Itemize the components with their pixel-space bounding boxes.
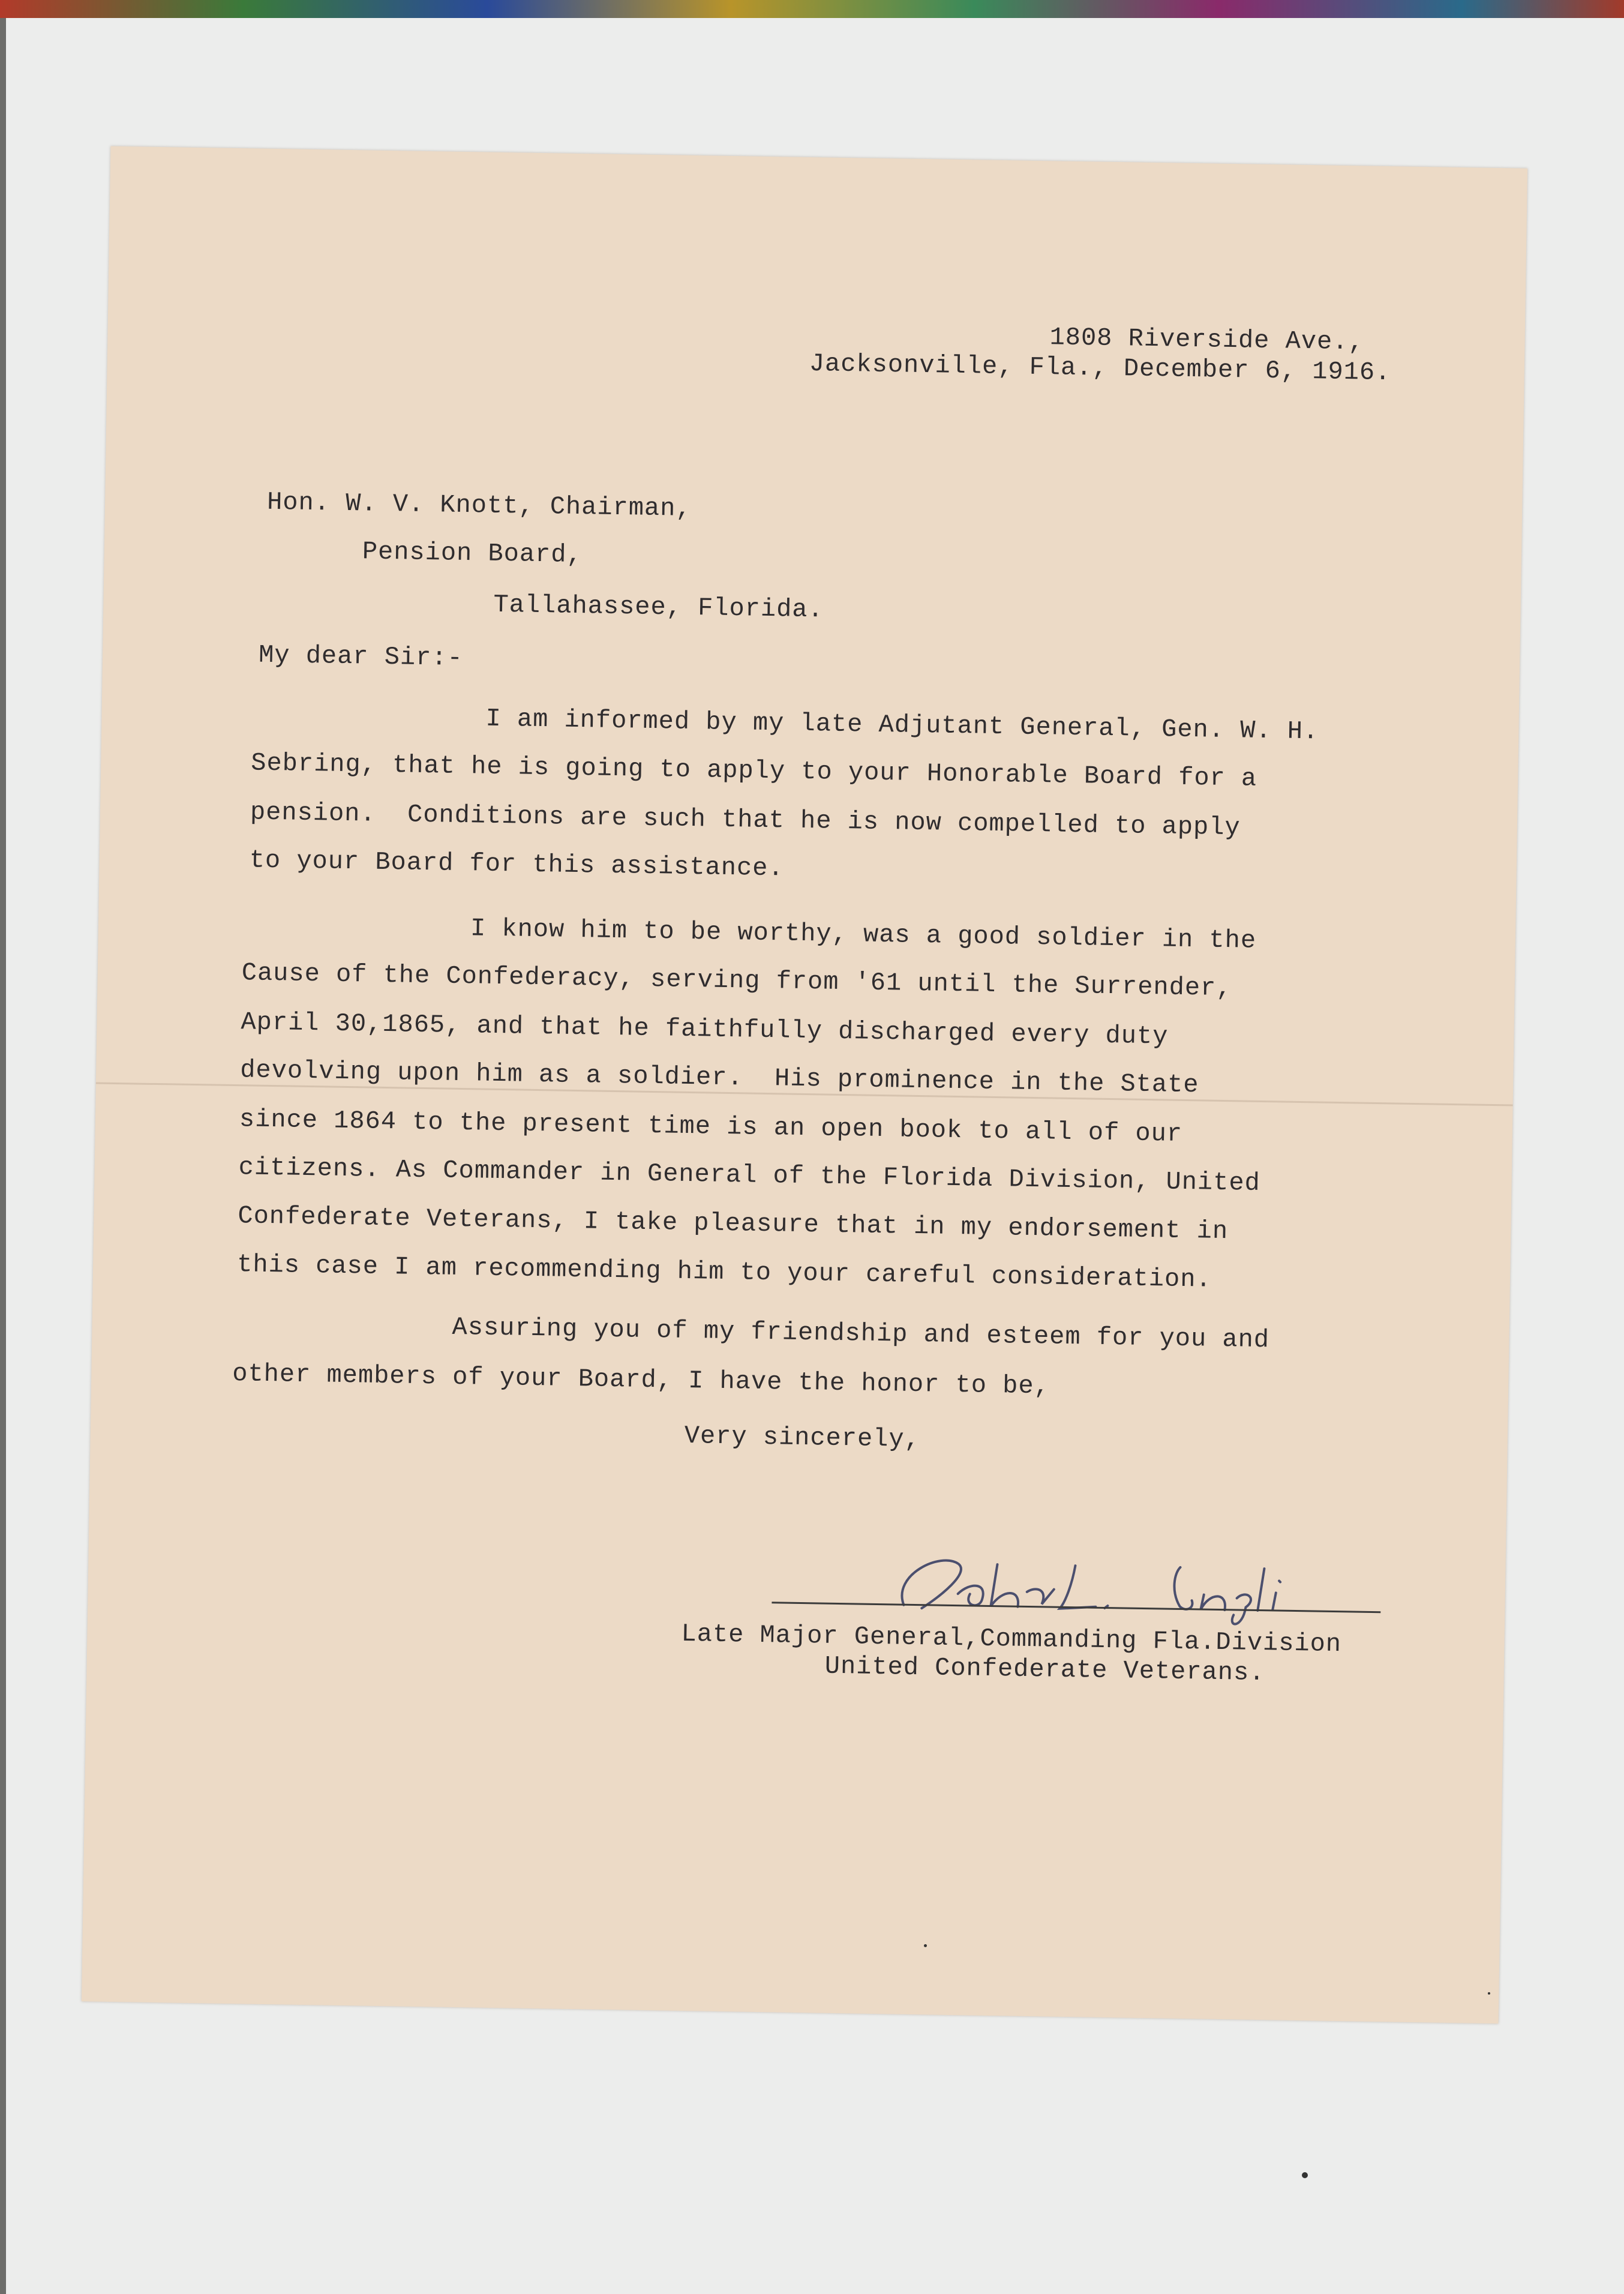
dust-speck [1488, 1992, 1490, 1995]
letter-paper [82, 146, 1527, 2024]
body-line-9: since 1864 to the present time is an open book to all of our [239, 1105, 1183, 1149]
body-line-11: Confederate Veterans, I take pleasure that in my endorsement in [238, 1201, 1229, 1246]
signer-organization: United Confederate Veterans. [824, 1651, 1265, 1688]
scan-color-strip [0, 0, 1624, 18]
body-line-8: devolving upon him as a soldier. His prominence in the State [239, 1055, 1199, 1100]
sender-address-street: 1808 Riverside Ave., [1049, 323, 1365, 357]
salutation: My dear Sir:- [258, 640, 464, 673]
dust-speck [1302, 2172, 1308, 2178]
body-line-12: this case I am recommending him to your careful consideration. [236, 1250, 1212, 1294]
body-line-10: citizens. As Commander in General of the Florida Division, United [238, 1153, 1261, 1198]
recipient-board: Pension Board, [362, 537, 583, 570]
recipient-name: Hon. W. V. Knott, Chairman, [266, 487, 692, 523]
body-line-1: I am informed by my late Adjutant General, Gen. W. H. [485, 704, 1319, 746]
body-line-2: Sebring, that he is going to apply to your Honorable Board for a [250, 748, 1257, 793]
body-line-4: to your Board for this assistance. [249, 845, 784, 883]
body-line-7: April 30,1865, and that he faithfully discharged every duty [241, 1007, 1169, 1051]
sender-address-date: Jacksonville, Fla., December 6, 1916. [809, 349, 1391, 388]
body-line-3: pension. Conditions are such that he is now compelled to apply [250, 797, 1241, 842]
body-line-14: other members of your Board, I have the honor to be, [232, 1359, 1050, 1401]
scan-left-edge [0, 18, 6, 2294]
body-line-6: Cause of the Confederacy, serving from '61 until the Surrender, [241, 958, 1232, 1003]
dust-speck [924, 1944, 927, 1947]
body-line-5: I know him to be worthy, was a good soldier in the [470, 914, 1257, 955]
signer-title: Late Major General,Commanding Fla.Division [681, 1619, 1342, 1659]
handwritten-signature [867, 1539, 1361, 1636]
body-line-13: Assuring you of my friendship and esteem for you and [452, 1312, 1270, 1355]
recipient-city: Tallahassee, Florida. [493, 590, 824, 625]
closing: Very sincerely, [684, 1421, 921, 1455]
